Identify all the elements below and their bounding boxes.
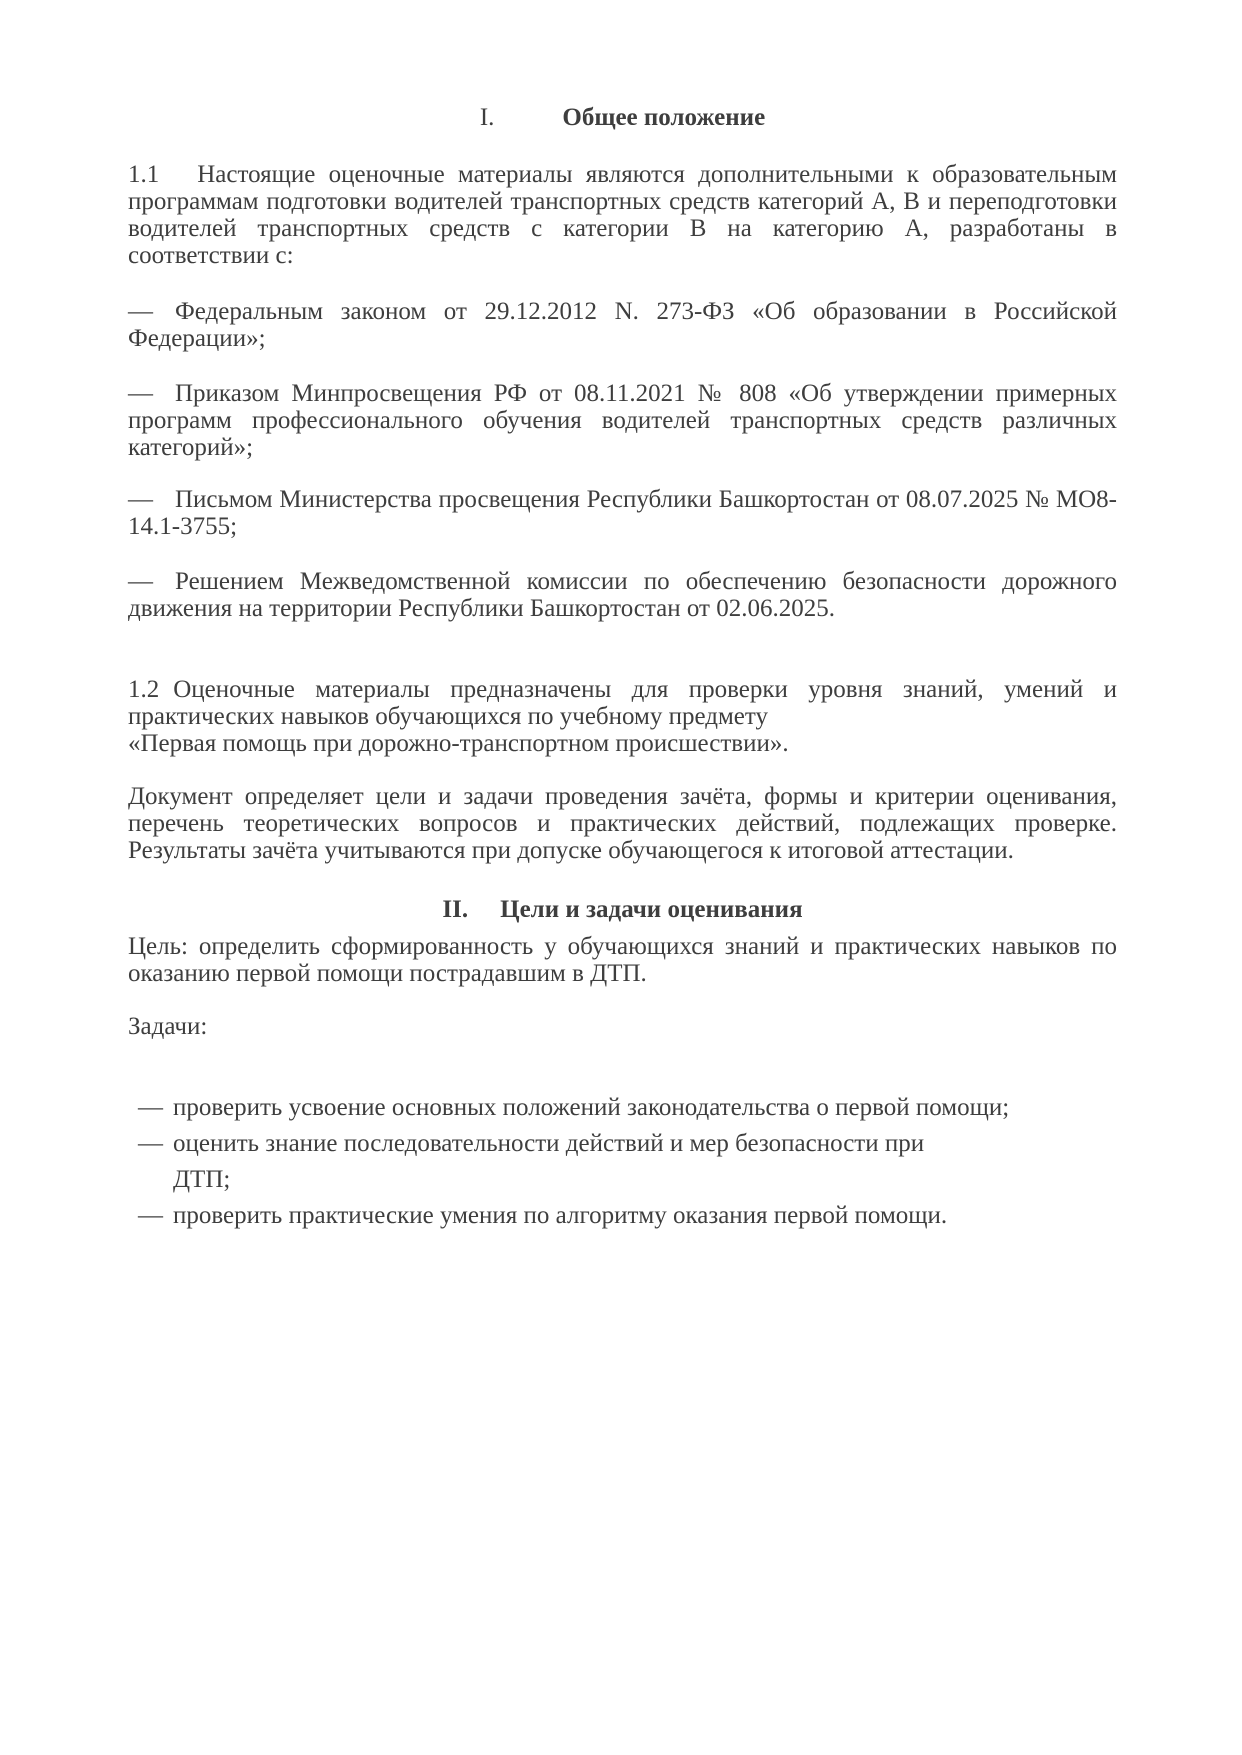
dash-marker: — xyxy=(128,486,153,513)
task-text: проверить усвоение основных положений законодательства о первой помощи; xyxy=(173,1094,1010,1121)
paragraph-text: Настоящие оценочные материалы являются дополнительными к образовательным программам подготовки водителей транспортных средств категорий А, В и переподготовки водителей транспортных средств с категории В на категорию А, разработаны в соответствии с: xyxy=(128,161,1117,269)
paragraph-1-2 xyxy=(128,676,1117,757)
task-text: оценить знание последовательности действий и мер безопасности при xyxy=(173,1130,925,1157)
document-purpose-paragraph: Документ определяет цели и задачи проведения зачёта, формы и критерии оценивания, перечень теоретических вопросов и практических действий, подлежащих проверке. Результаты зачёта учитываются при допуске обучающегося к итоговой аттестации. xyxy=(128,783,1117,864)
task-text-continuation: ДТП; xyxy=(173,1166,231,1193)
dash-marker: — xyxy=(138,1130,163,1157)
reference-item xyxy=(128,380,1117,461)
goal-paragraph: Цель: определить сформированность у обучающихся знаний и практических навыков по оказанию первой помощи пострадавшим в ДТП. xyxy=(128,933,1117,987)
reference-text: Федеральным законом от 29.12.2012 N. 273-ФЗ «Об образовании в Российской Федерации»; xyxy=(128,298,1117,352)
dash-marker: — xyxy=(128,298,153,325)
section-title: Цели и задачи оценивания xyxy=(500,896,803,923)
tasks-list xyxy=(128,1090,1117,1234)
paragraph-number: 1.1 xyxy=(128,161,160,188)
paragraph-number: 1.2 xyxy=(128,676,160,703)
reference-item xyxy=(128,486,1117,540)
reference-text: Письмом Министерства просвещения Республики Башкортостан от 08.07.2025 № МО8-14.1-3755; xyxy=(128,486,1117,540)
task-item xyxy=(128,1198,1117,1234)
dash-marker: — xyxy=(138,1202,163,1229)
section-number: I. xyxy=(479,104,495,131)
section-heading-1 xyxy=(128,104,1117,131)
task-item xyxy=(128,1090,1117,1126)
reference-text: Приказом Минпросвещения РФ от 08.11.2021 № 808 «Об утверждении примерных программ профессионального обучения водителей транспортных средств различных категорий»; xyxy=(128,380,1117,461)
paragraph-text: Оценочные материалы предназначены для проверки уровня знаний, умений и практических навыков обучающихся по учебному предмету xyxy=(128,676,1117,730)
section-heading-2 xyxy=(128,896,1117,923)
task-item xyxy=(128,1126,1117,1198)
reference-item xyxy=(128,568,1117,622)
dash-marker: — xyxy=(128,380,153,407)
reference-text: Решением Межведомственной комиссии по обеспечению безопасности дорожного движения на территории Республики Башкортостан от 02.06.2025. xyxy=(128,568,1117,622)
subject-quote-line: «Первая помощь при дорожно-транспортном происшествии». xyxy=(128,730,789,757)
dash-marker: — xyxy=(138,1094,163,1121)
dash-marker: — xyxy=(128,568,153,595)
tasks-label: Задачи: xyxy=(128,1013,208,1040)
section-title: Общее положение xyxy=(562,104,766,131)
reference-item xyxy=(128,298,1117,352)
paragraph-1-1 xyxy=(128,161,1117,269)
task-text: проверить практические умения по алгоритму оказания первой помощи. xyxy=(173,1202,948,1229)
section-number: II. xyxy=(442,896,469,923)
